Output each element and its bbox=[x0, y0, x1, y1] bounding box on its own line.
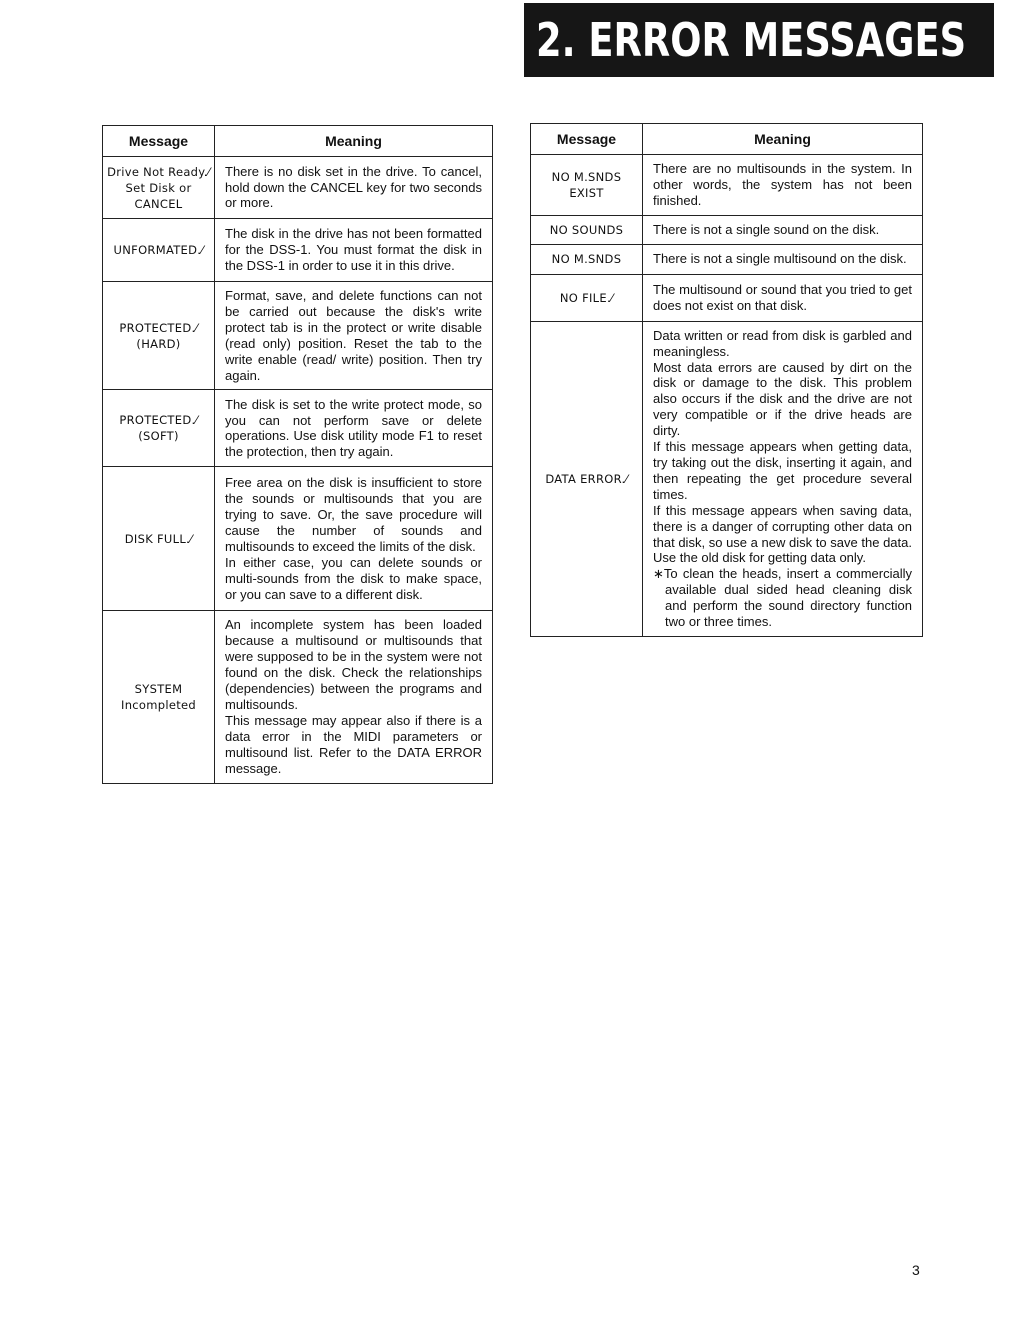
meaning-cell bbox=[643, 274, 923, 321]
message-cell bbox=[103, 219, 215, 282]
meaning-cell bbox=[643, 215, 923, 244]
message-line: SYSTEM bbox=[134, 681, 183, 696]
meaning-cell bbox=[215, 282, 493, 390]
meaning-text: There are no multisounds in the system. In other words, the system has not been finished. bbox=[653, 161, 912, 208]
table-row bbox=[103, 390, 493, 467]
table-row bbox=[531, 215, 923, 244]
message-cell bbox=[531, 155, 643, 216]
table-row bbox=[531, 274, 923, 321]
meaning-text: Most data errors are caused by dirt on the disk or damage to the disk. This problem also occurs if the disk and the drive are not very compatible or if the drive heads are dirty. bbox=[653, 359, 912, 439]
meaning-text: If this message appears when saving data, there is a danger of corrupting other data on that disk, so use a new disk to save the data. Use the old disk for getting data only. bbox=[653, 502, 912, 566]
message-line: EXIST bbox=[569, 185, 604, 200]
meaning-cell bbox=[643, 155, 923, 216]
page-title-text: 2. ERROR MESSAGES bbox=[536, 13, 967, 67]
table-row bbox=[103, 157, 493, 219]
meaning-text: Data written or read from disk is garbled and meaningless. bbox=[653, 327, 912, 359]
message-line: NO FILE.⁄ bbox=[559, 290, 614, 305]
meaning-text: This message may appear also if there is a data error in the MIDI parameters or multisound list. Refer to the DATA ERROR message. bbox=[225, 712, 482, 776]
meaning-text: In either case, you can delete sounds or multi-sounds from the disk to make space, or you can save to a different disk. bbox=[225, 554, 482, 602]
message-line: DISK FULL.⁄ bbox=[124, 531, 193, 546]
message-cell bbox=[531, 244, 643, 274]
right-error-table bbox=[530, 123, 923, 637]
message-line: DATA ERROR.⁄ bbox=[545, 471, 628, 486]
left-error-table bbox=[102, 125, 493, 784]
meaning-cell bbox=[215, 467, 493, 611]
meaning-cell bbox=[215, 611, 493, 783]
left-header-meaning: Meaning bbox=[215, 126, 493, 157]
message-cell bbox=[103, 282, 215, 390]
table-row bbox=[531, 321, 923, 636]
meaning-text: There is not a single multisound on the disk. bbox=[653, 251, 907, 267]
meaning-text: If this message appears when getting data, try taking out the disk, inserting it again, and then repeating the get procedure several times. bbox=[653, 439, 912, 502]
meaning-cell bbox=[643, 244, 923, 274]
message-cell bbox=[103, 611, 215, 783]
meaning-cell bbox=[215, 219, 493, 282]
meaning-text: There is no disk set in the drive. To cancel, hold down the CANCEL key for two seconds or more. bbox=[225, 163, 482, 211]
left-header-message: Message bbox=[103, 126, 215, 157]
message-line: NO SOUNDS bbox=[549, 222, 624, 237]
message-line: Set Disk or bbox=[125, 180, 192, 195]
meaning-text: The disk in the drive has not been formatted for the DSS-1. You must format the disk in the DSS-1 in order to use it in this drive. bbox=[225, 226, 482, 273]
meaning-cell bbox=[215, 157, 493, 219]
meaning-text: An incomplete system has been loaded because a multisound or multisounds that were supposed to be in the system were not found on the disk. Check the relationships (dependencies) between the programs and multisounds. bbox=[225, 617, 482, 712]
message-cell bbox=[103, 467, 215, 611]
meaning-text: Format, save, and delete functions can not be carried out because the disk's write protect tab is in the protect or write disable (read only) position. Reset the tab to the write enable (read/ write) position. Then try again. bbox=[225, 288, 482, 383]
message-cell bbox=[531, 321, 643, 636]
message-line: PROTECTED.⁄ bbox=[119, 320, 198, 335]
right-header-meaning: Meaning bbox=[643, 124, 923, 155]
table-row bbox=[103, 219, 493, 282]
table-row bbox=[531, 244, 923, 274]
meaning-cell bbox=[643, 321, 923, 636]
message-line: Drive Not Ready.⁄ bbox=[107, 164, 210, 179]
message-line: PROTECTED.⁄ bbox=[119, 413, 198, 428]
meaning-text: There is not a single sound on the disk. bbox=[653, 221, 880, 237]
message-line: NO M.SNDS bbox=[551, 252, 622, 267]
right-header-message: Message bbox=[531, 124, 643, 155]
message-line: Incompleted bbox=[121, 697, 196, 712]
message-line: CANCEL bbox=[134, 196, 183, 211]
message-cell bbox=[531, 274, 643, 321]
table-row bbox=[103, 611, 493, 783]
message-cell bbox=[103, 157, 215, 219]
meaning-text: The multisound or sound that you tried to get does not exist on that disk. bbox=[653, 281, 912, 313]
page-title bbox=[524, 3, 994, 77]
meaning-note: ∗To clean the heads, insert a commercially available dual sided head cleaning disk and perform the sound directory function two or three times. bbox=[653, 566, 912, 630]
message-cell bbox=[103, 390, 215, 467]
meaning-text: The disk is set to the write protect mode, so you can not perform save or delete operations. Use disk utility mode F1 to reset the protection, then try again. bbox=[225, 396, 482, 460]
message-line: UNFORMATED.⁄ bbox=[113, 243, 204, 257]
message-cell bbox=[531, 215, 643, 244]
message-line: (HARD) bbox=[136, 336, 181, 351]
table-row bbox=[531, 155, 923, 216]
page-number: 3 bbox=[912, 1262, 920, 1278]
message-line: NO M.SNDS bbox=[551, 169, 622, 184]
table-row bbox=[103, 467, 493, 611]
message-line: (SOFT) bbox=[138, 429, 179, 444]
meaning-text: Free area on the disk is insufficient to store the sounds or multisounds that you are trying to save. Or, the save procedure will cause the number of sounds and multisounds to exceed the limits of the disk. bbox=[225, 475, 482, 554]
meaning-cell bbox=[215, 390, 493, 467]
table-row bbox=[103, 282, 493, 390]
